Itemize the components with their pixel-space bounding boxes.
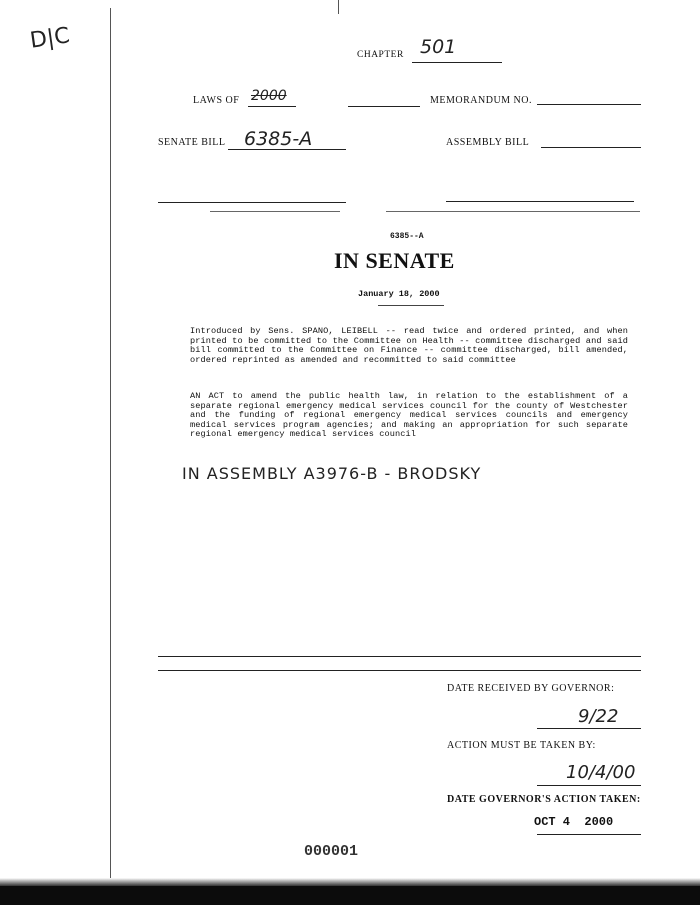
action-taken-value: OCT 4 2000 [534, 815, 614, 829]
binding-line [110, 8, 111, 888]
action-must-value: 10/4/00 [566, 762, 636, 783]
action-taken-label: DATE GOVERNOR'S ACTION TAKEN: [447, 794, 641, 805]
bill-number: 6385--A [390, 232, 424, 241]
corner-note: D|C [28, 23, 72, 54]
blank-line-left-short [210, 211, 340, 212]
action-must-label: ACTION MUST BE TAKEN BY: [447, 740, 596, 751]
memo-line [537, 104, 641, 105]
date-received-value: 9/22 [578, 706, 619, 727]
assembly-bill-line [541, 147, 641, 148]
act-paragraph: AN ACT to amend the public health law, in relation to the establishment of a separate regional emergency medical services council for the county of Westchester and the funding of regional emergency medical services councils and emergency medical services program agencies; and making an appropriation for such separate regional emergency medical services council [190, 391, 628, 440]
blank-line-right-short [386, 211, 640, 212]
senate-bill-label: SENATE BILL [158, 137, 226, 148]
bottom-band [0, 884, 700, 905]
bill-house: IN SENATE [334, 248, 455, 273]
laws-label: LAWS OF [193, 95, 240, 106]
rule-2 [158, 670, 641, 671]
laws-blank-line [348, 106, 420, 107]
page-number: 000001 [304, 843, 359, 860]
introduced-paragraph: Introduced by Sens. SPANO, LEIBELL -- read twice and ordered printed, and when printed to be committed to the Committee on Health -- committee discharged and said bill committed to the Committee on Finance -- committee discharged, bill amended, ordered reprinted as amended and recommitted to said committee [190, 326, 628, 365]
blank-line-right [446, 201, 634, 202]
date-underline [378, 305, 444, 306]
laws-line [248, 106, 296, 107]
memo-label: MEMORANDUM NO. [430, 95, 533, 106]
blank-line-left [158, 202, 346, 203]
action-taken-line [537, 834, 641, 835]
senate-bill-value: 6385-A [244, 128, 313, 150]
assembly-bill-label: ASSEMBLY BILL [446, 137, 530, 148]
rule-1 [158, 656, 641, 657]
top-tick [338, 0, 339, 14]
bill-date: January 18, 2000 [358, 289, 440, 299]
date-received-line [537, 728, 641, 729]
handwritten-assembly-note: IN ASSEMBLY A3976-B - BRODSKY [182, 464, 482, 483]
date-received-label: DATE RECEIVED BY GOVERNOR: [447, 683, 615, 694]
laws-value: 2000 [251, 88, 287, 104]
chapter-label: CHAPTER [357, 50, 404, 60]
chapter-value: 501 [420, 36, 457, 58]
chapter-line [412, 62, 502, 63]
action-must-line [537, 785, 641, 786]
bottom-band-edge [0, 878, 700, 886]
